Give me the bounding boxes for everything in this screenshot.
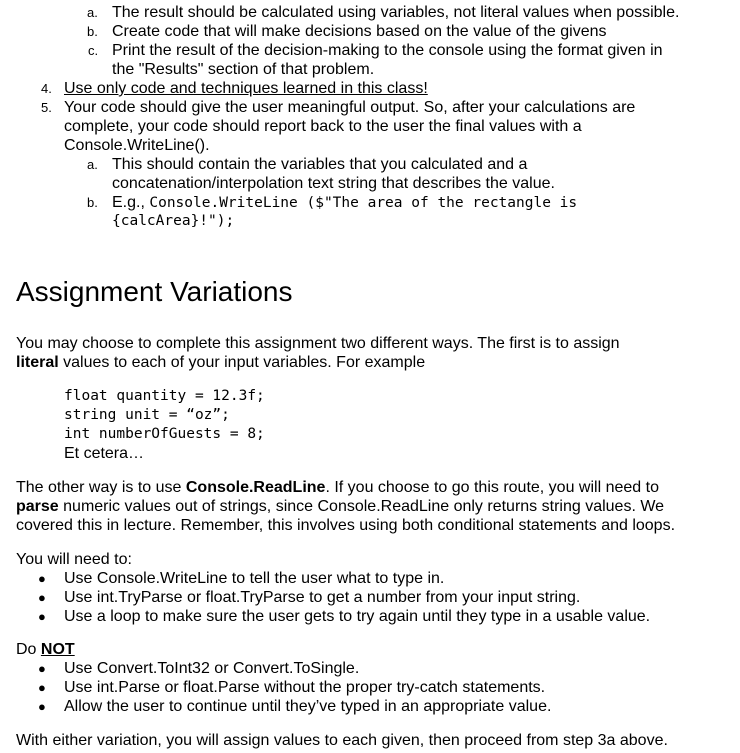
do-not-pre: Do <box>16 641 41 658</box>
parse-term: parse <box>16 498 59 515</box>
section-heading: Assignment Variations <box>16 276 293 307</box>
do-not-item-1: Use Convert.ToInt32 or Convert.ToSingle. <box>64 660 360 677</box>
bullet-icon: ● <box>38 680 46 695</box>
readline-term: Console.ReadLine <box>185 479 326 496</box>
intro-paragraph-rest: values to each of your input variables. For example <box>58 354 426 371</box>
need-to-item-2: Use int.TryParse or float.TryParse to get a number from your input string. <box>64 589 581 606</box>
parse-rest: numeric values out of strings, since Console.ReadLine only returns string values. We <box>58 498 665 515</box>
list-marker-4: 4. <box>41 81 52 96</box>
list-marker-5a: a. <box>87 157 98 172</box>
list-item-5-line3: Console.WriteLine(). <box>64 137 210 154</box>
bullet-icon: ● <box>38 590 46 605</box>
list-marker-5: 5. <box>41 100 52 115</box>
readline-paragraph-line2 <box>16 497 664 516</box>
do-not-label <box>16 640 75 659</box>
literal-term: literal <box>16 354 59 371</box>
do-not-item-3: Allow the user to continue until they’ve typed in an appropriate value. <box>64 698 552 715</box>
do-not-item-2: Use int.Parse or float.Parse without the proper try-catch statements. <box>64 679 546 696</box>
do-not-emphasis: NOT <box>40 641 75 658</box>
intro-paragraph-line1: You may choose to complete this assignment two different ways. The first is to assign <box>16 335 620 352</box>
readline-paragraph-line1 <box>16 478 659 497</box>
list-marker-b: b. <box>87 24 98 39</box>
list-marker-c: c. <box>88 43 99 58</box>
example-code-line1: Console.WriteLine ($"The area of the rectangle is <box>149 195 578 211</box>
example-prefix: E.g., <box>112 194 150 211</box>
list-item-5-line1: Your code should give the user meaningful output. So, after your calculations are <box>64 99 636 116</box>
readline-post: . If you choose to go this route, you will need to <box>325 479 659 496</box>
list-item-5b-line1 <box>112 193 577 213</box>
code-line-1: float quantity = 12.3f; <box>64 388 265 404</box>
list-item-c-line1: Print the result of the decision-making to the console using the format given in <box>112 42 663 59</box>
list-item-5a-line1: This should contain the variables that you calculated and a <box>112 156 528 173</box>
bullet-icon: ● <box>38 699 46 714</box>
closing-paragraph: With either variation, you will assign values to each given, then proceed from step 3a above. <box>16 732 668 749</box>
need-to-item-3: Use a loop to make sure the user gets to try again until they type in a usable value. <box>64 608 651 625</box>
bullet-icon: ● <box>38 661 46 676</box>
readline-pre: The other way is to use <box>16 479 186 496</box>
code-line-3: int numberOfGuests = 8; <box>64 426 265 442</box>
need-to-item-1: Use Console.WriteLine to tell the user what to type in. <box>64 570 445 587</box>
list-marker-a: a. <box>87 5 98 20</box>
list-item-4-text: Use only code and techniques learned in this class! <box>64 80 428 97</box>
bullet-icon: ● <box>38 609 46 624</box>
list-item-5-line2: complete, your code should report back to the user the final values with a <box>64 118 582 135</box>
example-code-line2: {calcArea}!"); <box>112 213 235 229</box>
readline-paragraph-line3: covered this in lecture. Remember, this involves using both conditional statements and loops. <box>16 517 676 534</box>
list-item-a-text: The result should be calculated using variables, not literal values when possible. <box>112 4 680 21</box>
need-to-label: You will need to: <box>16 551 132 568</box>
list-item-5a-line2: concatenation/interpolation text string that describes the value. <box>112 175 555 192</box>
intro-paragraph-line2 <box>16 353 425 372</box>
list-item-c-line2: the "Results" section of that problem. <box>112 61 375 78</box>
list-marker-5b: b. <box>87 195 98 210</box>
code-line-2: string unit = “oz”; <box>64 407 230 423</box>
bullet-icon: ● <box>38 571 46 586</box>
et-cetera: Et cetera… <box>64 445 145 462</box>
list-item-b-text: Create code that will make decisions based on the value of the givens <box>112 23 607 40</box>
